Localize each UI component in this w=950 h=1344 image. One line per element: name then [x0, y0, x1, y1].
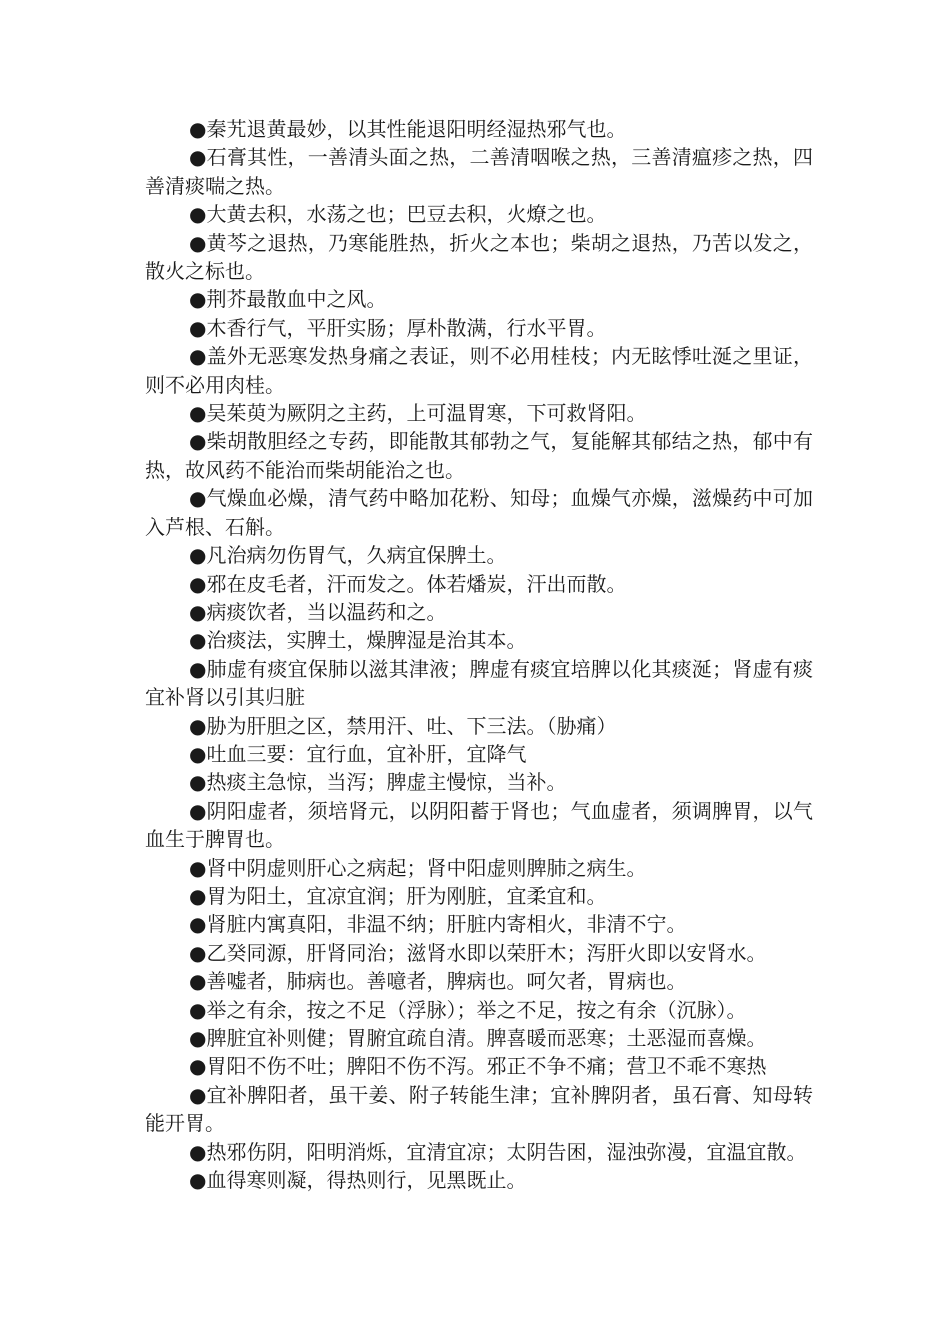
- list-item: ●热痰主急惊，当泻；脾虚主慢惊，当补。: [189, 770, 567, 795]
- list-item: ●病痰饮者，当以温药和之。: [189, 599, 447, 624]
- list-item: ●柴胡散胆经之专药，即能散其郁勃之气，复能解其郁结之热，郁中有热，故风药不能治而柴胡能治之也。: [145, 429, 813, 482]
- list-item: ●热邪伤阴，阳明消烁，宜清宜凉；太阴告困，湿浊弥漫，宜温宜散。: [189, 1139, 807, 1164]
- list-item: ●木香行气，平肝实肠；厚朴散满，行水平胃。: [189, 315, 607, 340]
- list-item: ●胃阳不伤不吐；脾阳不伤不泻。邪正不争不痛；营卫不乖不寒热: [189, 1054, 767, 1079]
- list-item: ●气燥血必燥，清气药中略加花粉、知母；血燥气亦燥，滋燥药中可加入芦根、石斛。: [145, 486, 813, 539]
- list-item: ●肺虚有痰宜保肺以滋其津液；脾虚有痰宜培脾以化其痰涎；肾虚有痰宜补肾以引其归脏: [145, 656, 813, 710]
- list-item: ●宜补脾阳者，虽干姜、附子转能生津；宜补脾阴者，虽石膏、知母转能开胃。: [145, 1082, 813, 1136]
- list-item: ●乙癸同源，肝肾同治；滋肾水即以荣肝木；泻肝火即以安肾水。: [189, 940, 767, 965]
- list-item: ●邪在皮毛者，汗而发之。体若燔炭，汗出而散。: [189, 571, 627, 596]
- list-item: ●肾中阴虚则肝心之病起；肾中阳虚则脾肺之病生。: [189, 855, 647, 880]
- list-item: ●胃为阳土，宜凉宜润；肝为刚脏，宜柔宜和。: [189, 883, 607, 908]
- list-item: ●荆芥最散血中之风。: [189, 287, 387, 312]
- list-item: ●石膏其性，一善清头面之热，二善清咽喉之热，三善清瘟疹之热，四善清痰喘之热。: [145, 145, 813, 198]
- list-item: ●胁为肝胆之区，禁用汗、吐、下三法。（胁痛）: [189, 713, 617, 738]
- list-item: ●吴茱萸为厥阴之主药，上可温胃寒，下可救肾阳。: [189, 401, 647, 426]
- list-item: ●血得寒则凝，得热则行，见黑既止。: [189, 1168, 527, 1193]
- list-item: ●大黄去积，水荡之也；巴豆去积，火燎之也。: [189, 202, 607, 227]
- list-item: ●脾脏宜补则健；胃腑宜疏自清。脾喜暖而恶寒；土恶湿而喜燥。: [189, 1026, 767, 1050]
- list-item: ●秦艽退黄最妙，以其性能退阳明经湿热邪气也。: [189, 117, 627, 141]
- document-page: [145, 115, 813, 1194]
- list-item: ●阴阳虚者，须培肾元，以阴阳蓄于肾也；气血虚者，须调脾胃，以气血生于脾胃也。: [145, 798, 813, 852]
- list-item: ●盖外无恶寒发热身痛之表证，则不必用桂枝；内无眩悸吐涎之里证，则不必用肉桂。: [145, 344, 813, 397]
- list-item: ●举之有余，按之不足（浮脉）；举之不足，按之有余（沉脉）。: [189, 997, 747, 1022]
- list-item: ●凡治病勿伤胃气，久病宜保脾土。: [189, 543, 507, 568]
- list-item: ●黄芩之退热，乃寒能胜热，折火之本也；柴胡之退热，乃苦以发之，散火之标也。: [145, 230, 813, 284]
- list-item: ●吐血三要：宜行血，宜补肝，宜降气: [189, 741, 527, 766]
- list-item: ●肾脏内寓真阳，非温不纳；肝脏内寄相火，非清不宁。: [189, 912, 687, 937]
- list-item: ●治痰法，实脾土，燥脾湿是治其本。: [189, 628, 527, 653]
- list-item: ●善嘘者，肺病也。善噫者，脾病也。呵欠者，胃病也。: [189, 969, 687, 994]
